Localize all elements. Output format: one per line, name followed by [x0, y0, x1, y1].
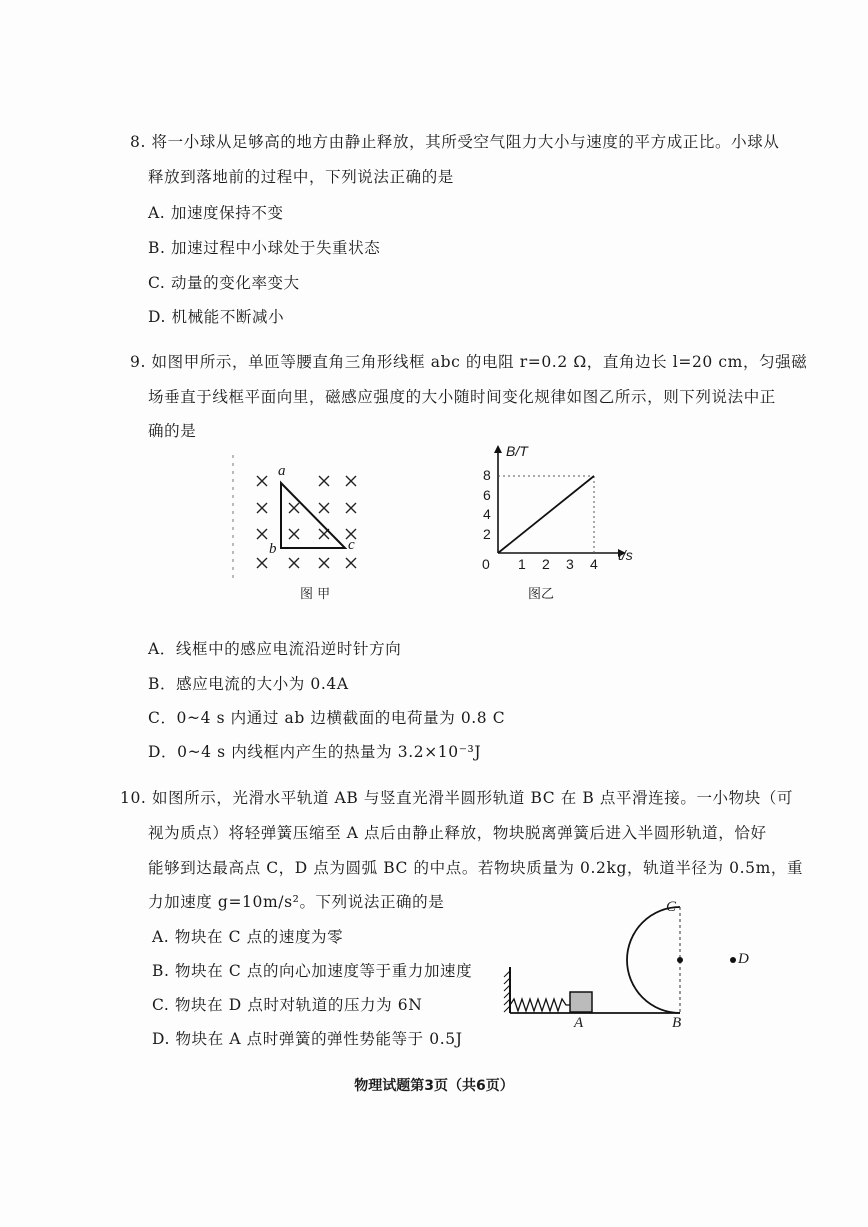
- y-tick-4: 4: [483, 506, 491, 522]
- q8-stem-line1: 8. 将一小球从足够高的地方由静止释放，其所受空气阻力大小与速度的平方成正比。小球从: [130, 133, 780, 151]
- x-tick-4: 4: [590, 556, 598, 572]
- b-vs-t-line: [498, 476, 594, 553]
- figure-b-graph: [478, 443, 648, 583]
- x-tick-3: 3: [566, 556, 574, 572]
- q10-stem-line1: 10. 如图所示，光滑水平轨道 AB 与竖直光滑半圆形轨道 BC 在 B 点平滑连接。一小物块（可: [120, 789, 794, 807]
- y-tick-2: 2: [483, 526, 491, 542]
- figure-b-caption: 图乙: [528, 587, 555, 602]
- q10-option-d: D. 物块在 A 点时弹簧的弹性势能等于 0.5J: [152, 1030, 463, 1048]
- track-drawing: [500, 895, 770, 1040]
- label-c: c: [348, 537, 355, 553]
- label-b: b: [269, 541, 277, 557]
- x-axis-label: t/s: [618, 547, 633, 563]
- origin-label: 0: [482, 556, 490, 572]
- figure-a-drawing: [225, 455, 375, 585]
- label-C: C: [666, 899, 677, 915]
- semicircle-bc: [627, 907, 680, 1013]
- q8-option-d: D. 机械能不断减小: [148, 308, 285, 326]
- q9-stem-line1: 9. 如图甲所示，单匝等腰直角三角形线框 abc 的电阻 r=0.2 Ω，直角边长 l=20 cm，匀强磁: [130, 353, 808, 371]
- x-tick-2: 2: [542, 556, 550, 572]
- q10-option-a: A. 物块在 C 点的速度为零: [152, 928, 344, 946]
- y-tick-6: 6: [483, 487, 491, 503]
- x-tick-1: 1: [518, 556, 526, 572]
- block: [570, 992, 592, 1012]
- q9-option-b: B．感应电流的大小为 0.4A: [148, 675, 349, 693]
- label-B: B: [672, 1015, 682, 1031]
- q9-option-a: A．线框中的感应电流沿逆时针方向: [148, 640, 402, 658]
- q9-stem-line2: 场垂直于线框平面向里，磁感应强度的大小随时间变化规律如图乙所示，则下列说法中正: [148, 388, 776, 406]
- y-axis-label: B/T: [506, 443, 528, 459]
- q8-option-c: C. 动量的变化率变大: [148, 274, 300, 292]
- q9-option-d: D．0~4 s 内线框内产生的热量为 3.2×10⁻³J: [148, 743, 482, 761]
- q8-option-a: A. 加速度保持不变: [148, 204, 284, 222]
- q9-option-c: C．0~4 s 内通过 ab 边横截面的电荷量为 0.8 C: [148, 709, 506, 727]
- q10-option-b: B. 物块在 C 点的向心加速度等于重力加速度: [152, 962, 473, 980]
- q10-stem-line3: 能够到达最高点 C，D 点为圆弧 BC 的中点。若物块质量为 0.2kg，轨道半径为 0.5m，重: [148, 859, 804, 877]
- label-A: A: [574, 1015, 584, 1031]
- y-tick-8: 8: [483, 467, 491, 483]
- q10-stem-line4: 力加速度 g=10m/s²。下列说法正确的是: [148, 893, 445, 911]
- figure-a-caption: 图 甲: [300, 587, 331, 602]
- q9-stem-line3: 确的是: [148, 422, 197, 440]
- label-a: a: [278, 463, 286, 479]
- figure-track-spring: [500, 895, 770, 1040]
- q10-option-c: C. 物块在 D 点时对轨道的压力为 6N: [152, 996, 423, 1014]
- q10-stem-line2: 视为质点）将轻弹簧压缩至 A 点后由静止释放，物块脱离弹簧后进入半圆形轨道，恰好: [148, 824, 767, 842]
- spring: [510, 999, 570, 1011]
- page-footer: 物理试题第3页（共6页）: [354, 1078, 514, 1094]
- q8-stem-line2: 释放到落地前的过程中，下列说法正确的是: [148, 168, 454, 186]
- figure-a-magnetic-field: [225, 455, 375, 585]
- label-D: D: [738, 951, 749, 967]
- q8-option-b: B. 加速过程中小球处于失重状态: [148, 239, 381, 257]
